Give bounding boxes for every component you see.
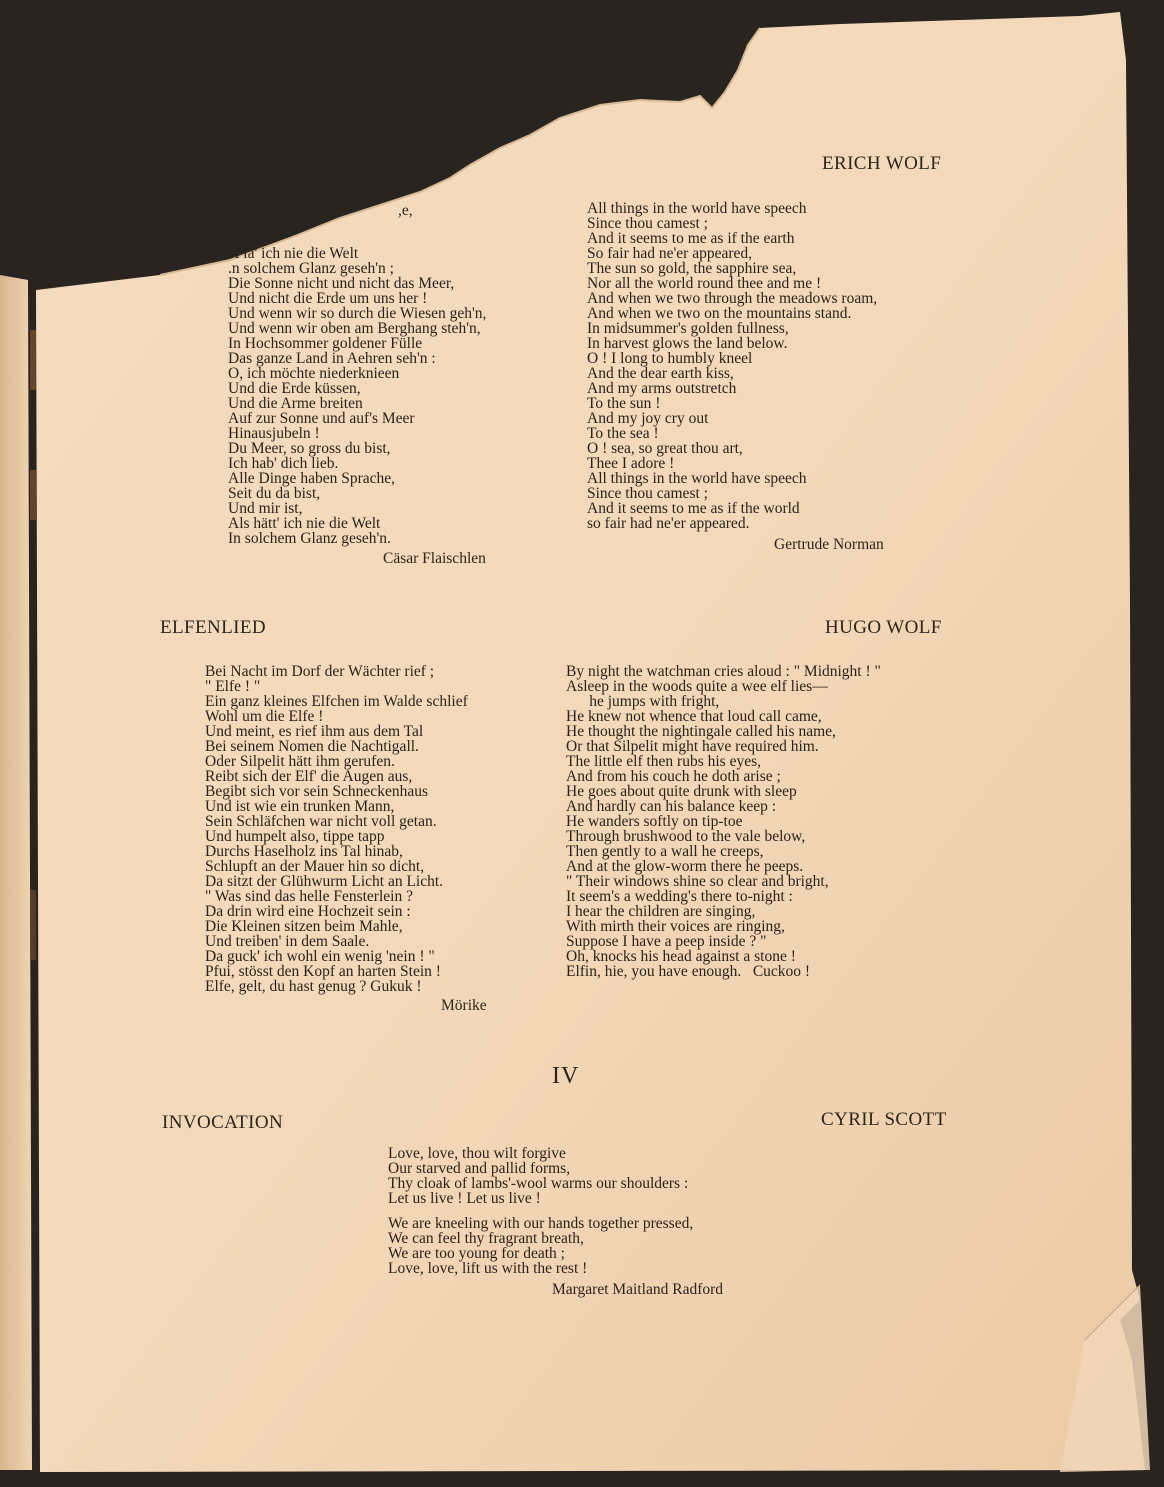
poem-line: The little elf then rubs his eyes, <box>566 753 761 770</box>
translator-1: Gertrude Norman <box>774 536 884 553</box>
poem-line: And my arms outstretch <box>587 380 737 397</box>
poem-line: Hinausjubeln ! <box>228 425 320 442</box>
german-fragment: ,e, <box>398 202 413 219</box>
composer-hugo-wolf: HUGO WOLF <box>825 617 942 638</box>
poem-line: Als hätt' ich nie die Welt <box>228 515 381 532</box>
poem-line: Und meint, es rief ihm aus dem Tal <box>205 723 424 740</box>
poem-line: He knew not whence that loud call came, <box>566 708 822 725</box>
poem-line: Bei seinem Nomen die Nachtigall. <box>205 738 419 755</box>
poem-line: Schlupft an der Mauer hin so dicht, <box>205 858 425 875</box>
invocation-author: Margaret Maitland Radford <box>552 1281 724 1298</box>
poem-line: Und nicht die Erde um uns her ! <box>228 290 428 307</box>
poem-line: so fair had ne'er appeared. <box>587 515 750 532</box>
poem-line: Alle Dinge haben Sprache, <box>228 470 395 487</box>
poem-line: In solchem Glanz geseh'n. <box>228 530 391 547</box>
poem-line: Or that Silpelit might have required him. <box>566 738 819 755</box>
german-poem-2 <box>205 664 468 994</box>
poem-line: And when we two on the mountains stand. <box>587 305 852 322</box>
poem-line: And hardly can his balance keep : <box>566 798 777 815</box>
poem-line: " Was sind das helle Fensterlein ? <box>205 888 413 905</box>
poem-line: Und die Arme breiten <box>228 395 363 412</box>
invocation-stanza-1 <box>388 1146 688 1206</box>
poem-line: Let us live ! Let us live ! <box>388 1190 541 1207</box>
poem-line: Und die Erde küssen, <box>228 380 361 397</box>
poem-line: Sein Schläfchen war nicht voll getan. <box>205 813 437 830</box>
poem-line: With mirth their voices are ringing, <box>566 918 785 935</box>
poem-line: We are too young for death ; <box>388 1245 565 1262</box>
english-poem-1 <box>587 201 877 531</box>
poem-line: O ! sea, so great thou art, <box>587 440 743 457</box>
poem-line: Elfin, hie, you have enough. Cuckoo ! <box>566 963 811 980</box>
left-page-edge <box>0 275 32 1470</box>
poem-line: In Hochsommer goldener Fülle <box>228 335 423 352</box>
poem-line: Elfe, gelt, du hast genug ? Gukuk ! <box>205 978 422 995</box>
poem-line: Und ist wie ein trunken Mann, <box>205 798 395 815</box>
poem-line: Durchs Haselholz ins Tal hinab, <box>205 843 403 860</box>
poem-line: He thought the nightingale called his name, <box>566 723 836 740</box>
poem-line: Da drin wird eine Hochzeit sein : <box>205 903 411 920</box>
poem-line: Thee I adore ! <box>587 455 675 472</box>
poem-line: In harvest glows the land below. <box>587 335 788 352</box>
poem-line: Seit du da bist, <box>228 485 321 502</box>
poem-line: We can feel thy fragrant breath, <box>388 1230 584 1247</box>
poem-line: By night the watchman cries aloud : " Midnight ! " <box>566 663 881 680</box>
poem-line: Love, love, lift us with the rest ! <box>388 1260 588 1277</box>
poem-line: And my joy cry out <box>587 410 709 427</box>
poem-line: Through brushwood to the vale below, <box>566 828 806 845</box>
poem-line: The sun so gold, the sapphire sea, <box>587 260 797 277</box>
poem-line: Die Kleinen sitzen beim Mahle, <box>205 918 403 935</box>
german-author-1: Cäsar Flaischlen <box>383 550 486 567</box>
poem-line: Und wenn wir oben am Berghang steh'n, <box>228 320 481 337</box>
poem-line: Ein ganz kleines Elfchen im Walde schlief <box>205 693 468 710</box>
poem-line: To the sea ! <box>587 425 659 442</box>
poem-line: Da guck' ich wohl ein wenig 'nein ! " <box>205 948 435 965</box>
german-author-2: Mörike <box>441 997 487 1014</box>
poem-line: Nor all the world round thee and me ! <box>587 275 822 292</box>
german-poem-1 <box>228 246 486 546</box>
poem-line: And at the glow-worm there he peeps. <box>566 858 804 875</box>
poem-line: Du Meer, so gross du bist, <box>228 440 391 457</box>
poem-line: O, ich möchte niederknieen <box>228 365 400 382</box>
poem-line: It seem's a wedding's there to-night : <box>566 888 793 905</box>
poem-line: Since thou camest ; <box>587 485 708 502</box>
poem-line: Auf zur Sonne und auf's Meer <box>228 410 415 427</box>
poem-line: he jumps with fright, <box>566 693 720 710</box>
english-poem-2 <box>566 664 881 979</box>
poem-line: Und humpelt also, tippe tapp <box>205 828 385 845</box>
invocation-stanza-2 <box>388 1216 693 1276</box>
poem-line: All things in the world have speech <box>587 200 807 217</box>
poem-line: All things in the world have speech <box>587 470 807 487</box>
poem-line: O ! I long to humbly kneel <box>587 350 753 367</box>
poem-line: We are kneeling with our hands together pressed, <box>388 1215 694 1232</box>
poem-line: And it seems to me as if the earth <box>587 230 795 247</box>
poem-line: Love, love, thou wilt forgive <box>388 1145 566 1162</box>
composer-cyril-scott: CYRIL SCOTT <box>821 1109 947 1130</box>
poem-line: Bei Nacht im Dorf der Wächter rief ; <box>205 663 435 680</box>
poem-line: He wanders softly on tip-toe <box>566 813 743 830</box>
poem-line: Oh, knocks his head against a stone ! <box>566 948 796 965</box>
poem-line: Wohl um die Elfe ! <box>205 708 324 725</box>
poem-line: Und mir ist, <box>228 500 303 517</box>
poem-line: Ich hab' dich lieb. <box>228 455 339 472</box>
poem-line: To the sun ! <box>587 395 661 412</box>
poem-line: And it seems to me as if the world <box>587 500 800 517</box>
title-elfenlied: ELFENLIED <box>160 617 266 638</box>
poem-line: Da sitzt der Glühwurm Licht an Licht. <box>205 873 444 890</box>
poem-line: And when we two through the meadows roam, <box>587 290 878 307</box>
poem-line: Und treiben' in dem Saale. <box>205 933 370 950</box>
poem-line: Das ganze Land in Aehren seh'n : <box>228 350 436 367</box>
poem-line: Our starved and pallid forms, <box>388 1160 571 1177</box>
poem-line: Die Sonne nicht und nicht das Meer, <box>228 275 455 292</box>
poem-line: Asleep in the woods quite a wee elf lies— <box>566 678 828 695</box>
poem-line: And the dear earth kiss, <box>587 365 734 382</box>
poem-line: Thy cloak of lambs'-wool warms our shoulders : <box>388 1175 689 1192</box>
poem-line: Und wenn wir so durch die Wiesen geh'n, <box>228 305 487 322</box>
poem-line: I hear the children are singing, <box>566 903 756 920</box>
poem-line: Suppose I have a peep inside ? " <box>566 933 767 950</box>
poem-line: Oder Silpelit hätt ihm gerufen. <box>205 753 395 770</box>
poem-line: He goes about quite drunk with sleep <box>566 783 797 800</box>
poem-line: In midsummer's golden fullness, <box>587 320 789 337</box>
poem-line: And from his couch he doth arise ; <box>566 768 781 785</box>
poem-line: " Their windows shine so clear and bright, <box>566 873 829 890</box>
composer-erich-wolf: ERICH WOLF <box>822 153 942 174</box>
poem-line: So fair had ne'er appeared, <box>587 245 753 262</box>
poem-line: Pfui, stösst den Kopf an harten Stein ! <box>205 963 441 980</box>
poem-line: ' Fla' ich nie die Welt <box>228 245 359 262</box>
poem-line: Then gently to a wall he creeps, <box>566 843 764 860</box>
poem-line: Begibt sich vor sein Schneckenhaus <box>205 783 428 800</box>
poem-line: .n solchem Glanz geseh'n ; <box>228 260 394 277</box>
section-numeral: IV <box>552 1063 580 1089</box>
poem-line: Reibt sich der Elf' die Augen aus, <box>205 768 413 785</box>
title-invocation: INVOCATION <box>162 1112 284 1133</box>
poem-line: " Elfe ! " <box>205 678 261 695</box>
poem-line: Since thou camest ; <box>587 215 708 232</box>
